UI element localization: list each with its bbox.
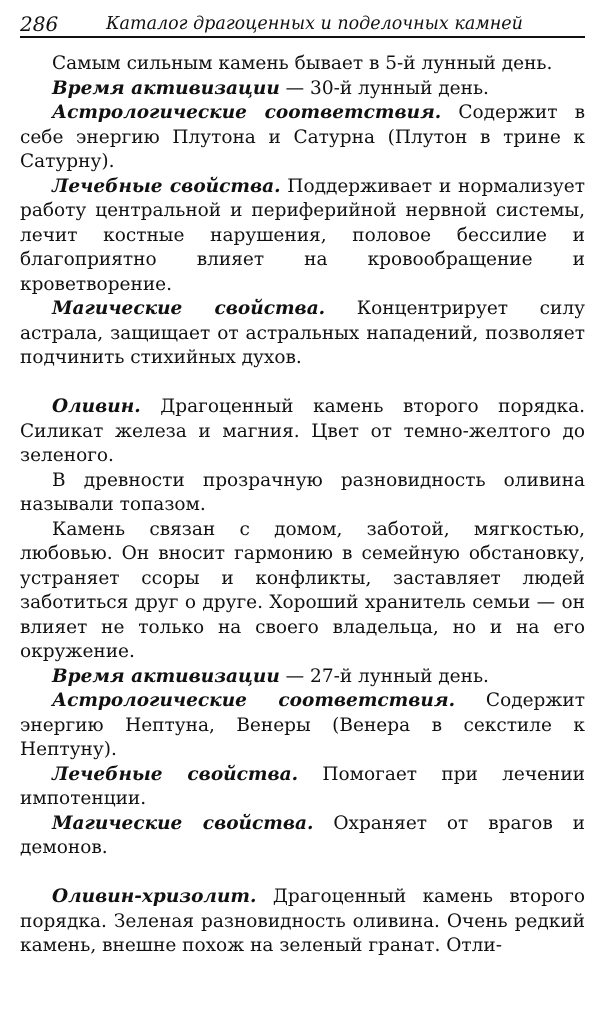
entry-title: Оливин-хризолит. — [52, 886, 257, 907]
term-label: Астрологические соответствия. — [52, 102, 442, 123]
paragraph-text: — 30-й лунный день. — [279, 77, 489, 99]
paragraph-text: В древности прозрачную разновидность оливина называли топазом. — [20, 469, 585, 515]
paragraph-text: Драгоценный камень второго порядка. Силикат железа и магния. Цвет от темно-желтого до зеленого. — [20, 396, 585, 466]
paragraph-text: Содержит энергию Нептуна, Венеры (Венера в секстиле к Нептуну). — [20, 690, 585, 760]
paragraph-text: Содержит в себе энергию Плутона и Сатурна (Плутон в трине к Сатурну). — [20, 102, 585, 172]
term-label: Лечебные свойства. — [52, 175, 281, 197]
paragraph — [20, 469, 585, 518]
paragraph — [20, 52, 585, 77]
paragraph-entry-olivine — [20, 395, 585, 469]
term-label: Лечебные свойства. — [52, 763, 299, 785]
page-number: 286 — [20, 12, 59, 36]
paragraph-text: Поддерживает и нормализует работу центральной и периферийной нервной системы, лечит костные нарушения, половое бессилие и благоприятно влияет на кровообращение и кроветворение. — [20, 175, 585, 295]
paragraph-text: Охраняет от врагов и демонов. — [20, 812, 585, 858]
section-gap — [20, 371, 585, 396]
paragraph-text: Самым сильным камень бывает в 5-й лунный день. — [52, 53, 553, 74]
paragraph-healing — [20, 175, 585, 298]
paragraph-text: Концентрирует силу астрала, защищает от астральных нападений, позволяет подчинить стихийных духов. — [20, 298, 585, 368]
paragraph-activation-time — [20, 77, 585, 102]
entry-title: Оливин. — [52, 396, 141, 417]
paragraph-text: Камень связан с домом, заботой, мягкостью, любовью. Он вносит гармонию в семейную обстановку, устраняет ссоры и конфликты, заставляет людей заботиться друг о друге. Хороший хранитель семьи — он влияет не только на своего владельца, но и на его окружение. — [20, 518, 585, 662]
paragraph-magic — [20, 812, 585, 861]
paragraph-text: Помогает при лечении импотенции. — [20, 763, 585, 809]
paragraph-text: Драгоценный камень второго порядка. Зеленая разновидность оливина. Очень редкий камень, внешне похож на зеленый гранат. Отли- — [20, 886, 585, 956]
paragraph-entry-olivine-chrysolite — [20, 885, 585, 959]
running-title: Каталог драгоценных и поделочных камней — [106, 14, 523, 34]
paragraph-text: — 27-й лунный день. — [279, 665, 489, 687]
paragraph-healing — [20, 763, 585, 812]
term-label: Астрологические соответствия. — [52, 690, 456, 711]
page-header — [20, 10, 585, 38]
term-label: Магические свойства. — [52, 298, 326, 319]
paragraph-astrology — [20, 689, 585, 763]
term-label: Магические свойства. — [52, 812, 314, 834]
term-label: Время активизации — [52, 77, 280, 99]
paragraph-activation-time — [20, 665, 585, 690]
paragraph-magic — [20, 297, 585, 371]
page-body — [20, 52, 585, 959]
paragraph — [20, 518, 585, 665]
term-label: Время активизации — [52, 665, 280, 687]
paragraph-astrology — [20, 101, 585, 175]
section-gap — [20, 861, 585, 886]
